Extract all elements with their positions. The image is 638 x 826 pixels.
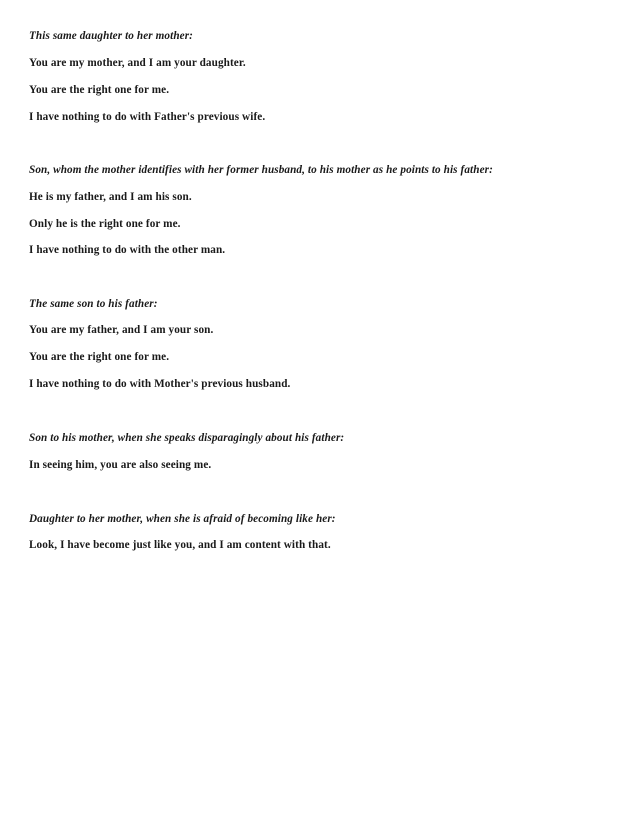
section-1-heading: This same daughter to her mother: [29, 30, 193, 42]
section-2-line-2: Only he is the right one for me. [29, 218, 181, 230]
section-1-line-2: You are the right one for me. [29, 84, 170, 96]
section-3-line-1: You are my father, and I am your son. [29, 324, 214, 336]
section-1-line-3: I have nothing to do with Father's previous wife. [29, 111, 266, 123]
section-4-heading: Son to his mother, when she speaks disparagingly about his father: [29, 432, 345, 444]
section-3-line-2: You are the right one for me. [29, 351, 170, 363]
section-2-heading: Son, whom the mother identifies with her former husband, to his mother as he points to his father: [29, 164, 493, 176]
section-5-line-1: Look, I have become just like you, and I am content with that. [29, 539, 331, 551]
section-2-line-1: He is my father, and I am his son. [29, 191, 192, 203]
section-4-line-1: In seeing him, you are also seeing me. [29, 459, 212, 471]
section-3-line-3: I have nothing to do with Mother's previous husband. [29, 378, 291, 390]
section-1-line-1: You are my mother, and I am your daughter. [29, 57, 246, 69]
section-2-line-3: I have nothing to do with the other man. [29, 244, 226, 256]
section-5-heading: Daughter to her mother, when she is afraid of becoming like her: [29, 513, 336, 525]
section-3-heading: The same son to his father: [29, 298, 158, 310]
